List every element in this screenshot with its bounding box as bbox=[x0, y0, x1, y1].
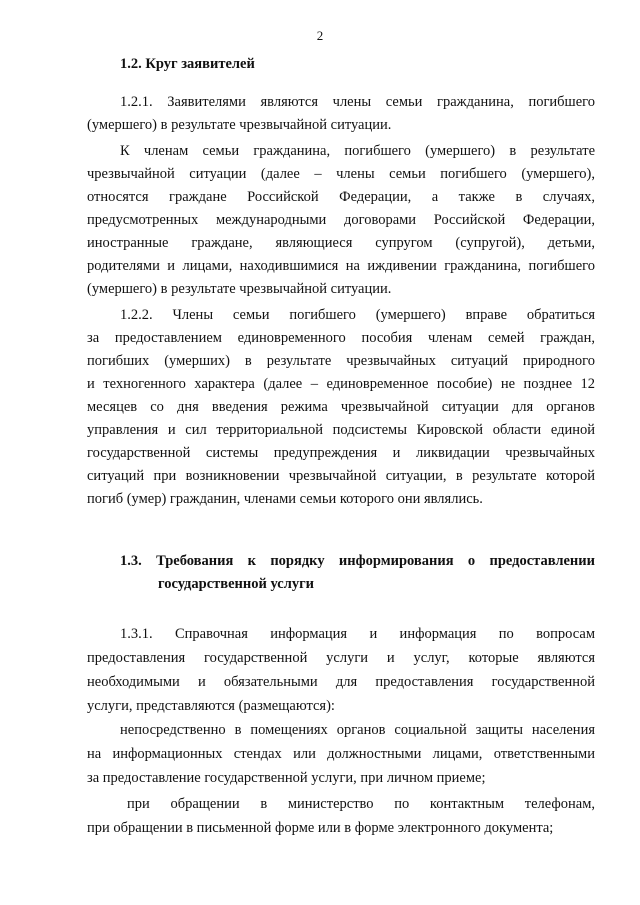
paragraph-line: при обращении в письменной форме или в форме электронного документа; bbox=[87, 820, 554, 836]
paragraph-line: за предоставлением единовременного пособия членам семей граждан, bbox=[87, 330, 595, 346]
paragraph-line: иностранные граждане, являющиеся супругом (супругой), детьми, bbox=[87, 235, 595, 251]
paragraph-line: необходимыми и обязательными для предоставления государственной bbox=[87, 674, 595, 690]
paragraph-line: непосредственно в помещениях органов социальной защиты населения bbox=[120, 722, 595, 738]
paragraph-line: (умершего) в результате чрезвычайной ситуации. bbox=[87, 117, 392, 133]
section-heading-1-3: 1.3. Требования к порядку информирования о предоставлении bbox=[120, 553, 595, 569]
paragraph-line: относятся граждане Российской Федерации, а также в случаях, bbox=[87, 189, 595, 205]
paragraph-line: на информационных стендах или должностными лицами, ответственными bbox=[87, 746, 595, 762]
paragraph-line: управления и сил территориальной подсистемы Кировской области единой bbox=[87, 422, 595, 438]
paragraph-line: погибших (умерших) в результате чрезвычайных ситуаций природного bbox=[87, 353, 595, 369]
section-heading-1-3-cont: государственной услуги bbox=[158, 576, 315, 592]
paragraph-line: государственной системы предупреждения и ликвидации чрезвычайных bbox=[87, 445, 595, 461]
paragraph-line: родителями и лицами, находившимися на иждивении гражданина, погибшего bbox=[87, 258, 595, 274]
page-number: 2 bbox=[316, 28, 324, 43]
paragraph-line: предусмотренных международными договорами Российской Федерации, bbox=[87, 212, 595, 228]
paragraph-line: чрезвычайной ситуации (далее – члены семьи погибшего (умершего), bbox=[87, 166, 595, 182]
paragraph-line: предоставления государственной услуги и услуг, которые являются bbox=[87, 650, 595, 666]
paragraph-line: услуги, представляются (размещаются): bbox=[87, 698, 335, 714]
paragraph-line: ситуаций при возникновении чрезвычайной ситуации, в результате которой bbox=[87, 468, 595, 484]
paragraph-line: 1.3.1. Справочная информация и информация по вопросам bbox=[120, 626, 595, 642]
paragraph-line: 1.2.1. Заявителями являются члены семьи гражданина, погибшего bbox=[120, 94, 595, 110]
paragraph-line: погиб (умер) гражданин, членами семьи которого они являлись. bbox=[87, 491, 483, 507]
paragraph-line: К членам семьи гражданина, погибшего (умершего) в результате bbox=[120, 143, 595, 159]
paragraph-line: 1.2.2. Члены семьи погибшего (умершего) вправе обратиться bbox=[120, 307, 595, 323]
paragraph-line: и техногенного характера (далее – единовременное пособие) не позднее 12 bbox=[87, 376, 595, 392]
paragraph-line: (умершего) в результате чрезвычайной ситуации. bbox=[87, 281, 392, 297]
paragraph-line: при обращении в министерство по контактным телефонам, bbox=[127, 796, 595, 812]
paragraph-line: месяцев со дня введения режима чрезвычайной ситуации для органов bbox=[87, 399, 595, 415]
section-heading-1-2: 1.2. Круг заявителей bbox=[120, 56, 255, 72]
paragraph-line: за предоставление государственной услуги, при личном приеме; bbox=[87, 770, 486, 786]
